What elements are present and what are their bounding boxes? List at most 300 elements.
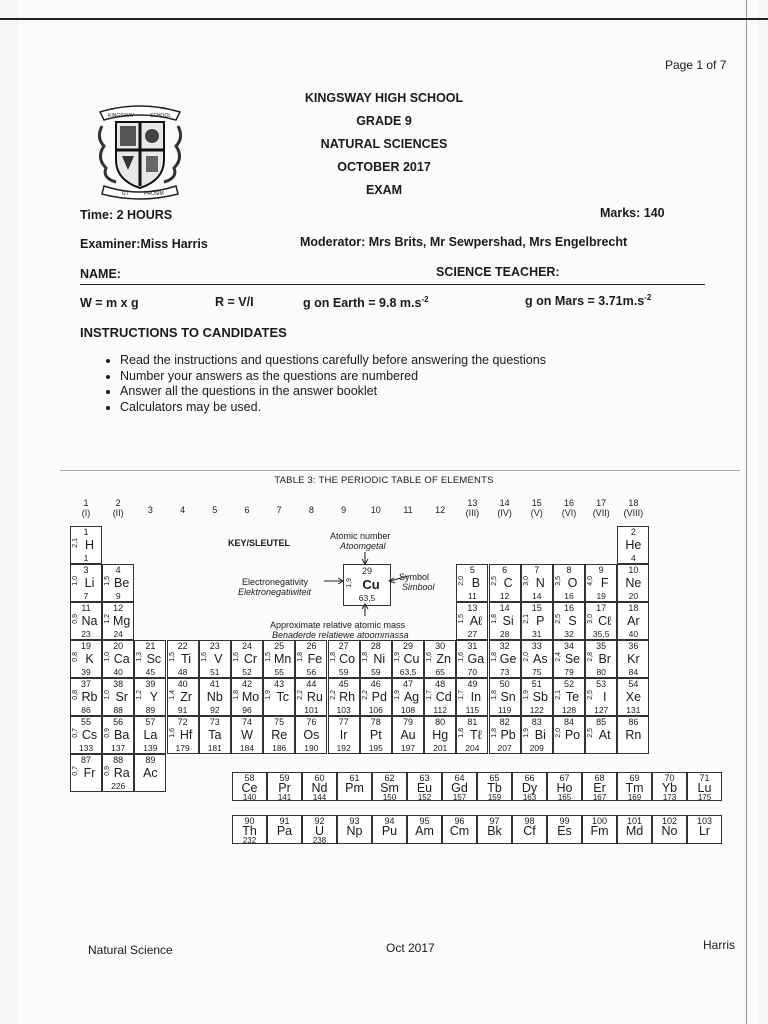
key-atoomgetal: Atoomgetal	[340, 541, 386, 551]
atomic-mass: 4	[631, 553, 636, 563]
f-block-cell	[232, 815, 267, 844]
element-symbol: Cm	[449, 824, 470, 838]
group-number: 9	[341, 505, 347, 515]
element-cell	[167, 678, 199, 716]
f-block-cell	[372, 815, 407, 844]
atomic-number: 74	[241, 717, 252, 727]
electronegativity: 2,5	[490, 576, 498, 586]
group-header	[425, 505, 455, 515]
electronegativity: 1,0	[104, 690, 112, 700]
atomic-number: 28	[370, 641, 381, 651]
group-roman: (III)	[465, 508, 480, 518]
element-cell	[392, 640, 424, 678]
element-cell	[102, 678, 134, 716]
element-symbol: Pu	[381, 824, 398, 838]
atomic-number: 68	[594, 773, 605, 783]
group-header	[264, 505, 294, 515]
atomic-number: 24	[241, 641, 252, 651]
element-symbol: Pt	[369, 728, 382, 742]
element-symbol: O	[567, 576, 578, 590]
f-block-cell	[407, 815, 442, 844]
periodic-table-title: TABLE 3: THE PERIODIC TABLE OF ELEMENTS	[274, 475, 494, 486]
group-header	[296, 505, 326, 515]
element-symbol: Cu	[403, 652, 420, 666]
group-header	[329, 505, 359, 515]
name-underline	[80, 284, 705, 285]
element-cell	[360, 716, 392, 754]
element-symbol: Es	[557, 824, 572, 838]
f-block-cell	[442, 772, 477, 801]
atomic-number: 97	[489, 816, 500, 826]
element-symbol: Pm	[345, 781, 364, 795]
atomic-number: 12	[113, 603, 124, 613]
element-cell	[456, 564, 488, 602]
element-symbol: Tb	[487, 781, 502, 795]
group-header	[554, 498, 584, 518]
atomic-mass: 16	[564, 591, 574, 601]
element-cell	[617, 640, 649, 678]
atomic-mass: 89	[145, 705, 156, 715]
element-symbol: Cf	[523, 824, 536, 838]
electronegativity: 1,0	[104, 652, 112, 662]
atomic-mass: 12	[499, 591, 510, 601]
atomic-number: 78	[370, 717, 381, 727]
electronegativity: 2,5	[555, 614, 562, 624]
element-cell	[231, 716, 263, 754]
group-header	[522, 498, 552, 518]
element-symbol: I	[602, 690, 607, 704]
f-block-cell	[337, 772, 372, 801]
electronegativity: 2,5	[587, 728, 595, 738]
atomic-number: 47	[402, 679, 413, 689]
element-symbol: Ga	[467, 652, 485, 666]
element-symbol: As	[533, 652, 548, 666]
element-cell	[102, 754, 134, 792]
atomic-number: 13	[467, 603, 478, 613]
electronegativity: 1,8	[490, 652, 498, 662]
atomic-mass: 192	[336, 743, 351, 753]
footer-author: Harris	[703, 938, 735, 952]
key-mass-en: Approximate relative atomic mass	[270, 620, 406, 630]
element-cell	[70, 602, 102, 640]
atomic-mass: 80	[596, 667, 606, 677]
atomic-mass: 20	[628, 591, 639, 601]
atomic-mass: 11	[467, 591, 477, 601]
atomic-mass: 181	[207, 743, 222, 753]
element-symbol: Xe	[625, 690, 642, 704]
page-edge	[746, 0, 747, 1024]
element-symbol: Tc	[276, 690, 289, 704]
atomic-number: 66	[524, 773, 535, 783]
crest-text-right: SCHOOL	[150, 113, 172, 119]
electronegativity: 2,1	[72, 538, 79, 548]
group-number: 12	[435, 505, 446, 515]
element-symbol: C	[503, 576, 513, 590]
atomic-number: 67	[559, 773, 570, 783]
key-example-symbol: Cu	[362, 577, 380, 592]
footer-subject: Natural Science	[88, 943, 173, 957]
exam-marks: Marks: 140	[600, 206, 665, 220]
instruction-item: • Answer all the questions in the answer booklet	[120, 384, 546, 400]
atomic-mass: 23	[81, 629, 91, 639]
element-symbol: Sn	[500, 690, 516, 704]
f-block-cell	[267, 772, 302, 801]
atomic-mass: 209	[529, 743, 544, 753]
atomic-number: 83	[531, 717, 542, 727]
element-cell	[424, 640, 456, 678]
electronegativity: 0,9	[72, 614, 79, 624]
atomic-mass: 59	[338, 667, 349, 677]
atomic-mass: 238	[312, 836, 327, 844]
atomic-number: 92	[314, 816, 325, 826]
atomic-mass: 31	[532, 629, 542, 639]
element-cell	[70, 678, 102, 716]
atomic-number: 96	[454, 816, 465, 826]
element-symbol: Aℓ	[469, 614, 483, 628]
atomic-mass: 201	[433, 743, 448, 753]
group-number: 1	[83, 498, 89, 508]
electronegativity: 1,8	[458, 728, 466, 738]
atomic-mass: 144	[312, 793, 327, 801]
atomic-mass: 150	[382, 793, 397, 801]
atomic-number: 46	[370, 679, 381, 689]
atomic-number: 3	[83, 565, 89, 575]
atomic-number: 49	[467, 679, 478, 689]
element-symbol: Lr	[698, 824, 711, 838]
element-symbol: In	[470, 690, 482, 704]
atomic-number: 30	[435, 641, 446, 651]
electronegativity: 2,0	[522, 652, 530, 662]
electronegativity: 2,8	[587, 652, 595, 662]
element-cell	[167, 640, 199, 678]
group-roman: (V)	[530, 508, 543, 518]
group-number: 4	[180, 505, 186, 515]
atomic-number: 42	[241, 679, 252, 689]
atomic-number: 38	[113, 679, 124, 689]
element-symbol: Zn	[436, 652, 451, 666]
element-cell	[617, 564, 649, 602]
electronegativity: 2,5	[587, 690, 595, 700]
atomic-mass: 1	[83, 553, 89, 563]
electronegativity: 0,8	[72, 652, 79, 662]
atomic-mass: 157	[452, 793, 467, 801]
element-cell	[456, 640, 488, 678]
atomic-mass: 165	[557, 793, 572, 801]
electronegativity: 3,0	[587, 614, 595, 624]
exam-time: Time: 2 HOURS	[80, 208, 173, 222]
exam-type: EXAM	[365, 183, 403, 197]
element-cell	[360, 640, 392, 678]
group-header	[393, 505, 423, 515]
element-symbol: Si	[502, 614, 514, 628]
school-name: KINGSWAY HIGH SCHOOL	[304, 91, 464, 105]
electronegativity: 0,9	[104, 766, 112, 776]
atomic-mass: 51	[210, 667, 220, 677]
electronegativity: 1,5	[168, 652, 176, 662]
electronegativity: 1,5	[104, 576, 112, 586]
earth-gravity-text: g on Earth = 9.8 m.s	[303, 296, 422, 311]
element-symbol: Mo	[241, 690, 260, 704]
element-cell	[134, 678, 166, 716]
electronegativity: 1,8	[297, 652, 305, 662]
element-cell	[328, 640, 360, 678]
element-symbol: Fr	[83, 766, 96, 780]
formula-resistance: R = V/I	[215, 295, 254, 309]
electronegativity: 4,0	[587, 576, 595, 586]
key-simbool: Simbool	[402, 582, 435, 592]
f-block-cell	[582, 772, 617, 801]
element-symbol: Sc	[146, 652, 162, 666]
atomic-mass: 139	[143, 743, 158, 753]
atomic-number: 90	[244, 816, 255, 826]
element-symbol: Cℓ	[598, 614, 612, 628]
element-symbol: Ge	[499, 652, 517, 666]
grade: GRADE 9	[356, 114, 412, 128]
element-symbol: Hg	[432, 728, 449, 742]
element-symbol: Ar	[627, 614, 640, 628]
group-header	[168, 505, 198, 515]
element-symbol: Th	[242, 824, 257, 838]
atomic-number: 21	[145, 641, 156, 651]
atomic-mass: 232	[242, 836, 257, 844]
atomic-number: 26	[306, 641, 317, 651]
table-divider	[60, 470, 740, 471]
element-symbol: La	[143, 728, 158, 742]
element-cell	[70, 640, 102, 678]
key-electronegativity: Electronegativity	[242, 577, 309, 587]
electronegativity: 3,5	[555, 576, 562, 586]
electronegativity: 2,0	[555, 728, 562, 738]
group-number: 18	[628, 498, 639, 508]
element-cell	[489, 640, 521, 678]
atomic-number: 82	[499, 717, 510, 727]
atomic-number: 9	[598, 565, 604, 575]
electronegativity: 1,9	[394, 690, 401, 700]
element-cell	[199, 640, 231, 678]
element-symbol: Au	[400, 728, 416, 742]
atomic-mass: 40	[628, 629, 639, 639]
element-symbol: U	[314, 824, 325, 838]
atomic-number: 62	[384, 773, 395, 783]
group-number: 10	[370, 505, 381, 515]
atomic-mass: 52	[242, 667, 252, 677]
atomic-number: 10	[628, 565, 639, 575]
element-symbol: Ta	[208, 728, 222, 742]
electronegativity: 1,2	[136, 690, 144, 700]
atomic-number: 43	[274, 679, 285, 689]
atomic-mass: 96	[242, 705, 252, 715]
electronegativity: 1,9	[265, 690, 273, 700]
element-cell	[521, 678, 553, 716]
key-atomic-number: Atomic number	[330, 531, 391, 541]
key-arrows	[320, 548, 410, 618]
atomic-mass: 226	[111, 781, 126, 791]
atomic-mass: 35,5	[592, 629, 610, 639]
atomic-number: 61	[349, 773, 360, 783]
instruction-item: • Number your answers as the questions are numbered	[120, 369, 546, 385]
atomic-mass: 115	[465, 705, 480, 715]
element-cell	[553, 602, 585, 640]
atomic-number: 31	[467, 641, 478, 651]
element-symbol: Ru	[306, 690, 323, 704]
electronegativity: 2,2	[297, 690, 305, 700]
atomic-mass: 140	[242, 793, 257, 801]
atomic-number: 86	[628, 717, 639, 727]
atomic-number: 53	[596, 679, 607, 689]
element-symbol: P	[536, 614, 545, 628]
f-block-cell	[477, 815, 512, 844]
element-symbol: Ba	[114, 728, 130, 742]
electronegativity: 1,3	[136, 652, 144, 662]
atomic-number: 72	[177, 717, 188, 727]
electronegativity: 2,2	[329, 690, 337, 700]
electronegativity: 2,4	[555, 652, 562, 662]
element-symbol: Ne	[625, 576, 642, 590]
element-cell	[70, 526, 102, 564]
electronegativity: 2,1	[522, 614, 530, 624]
element-symbol: Ni	[373, 652, 386, 666]
element-symbol: Ce	[241, 781, 258, 795]
element-cell	[102, 640, 134, 678]
electronegativity: 1,7	[426, 690, 434, 700]
atomic-number: 27	[338, 641, 349, 651]
element-cell	[521, 602, 553, 640]
atomic-number: 89	[145, 755, 156, 765]
electronegativity: 1,9	[522, 690, 530, 700]
group-roman: (IV)	[497, 508, 512, 518]
atomic-number: 25	[274, 641, 285, 651]
atomic-number: 4	[115, 565, 121, 575]
element-symbol: Co	[339, 652, 356, 666]
electronegativity: 1,6	[168, 728, 176, 738]
page-number: Page 1 of 7	[665, 58, 727, 72]
electronegativity: 2,2	[361, 690, 369, 700]
atomic-mass: 179	[175, 743, 190, 753]
group-header	[232, 505, 262, 515]
crest-motto-right: PROSIM	[144, 191, 164, 197]
group-header	[135, 505, 165, 515]
element-symbol: Dy	[521, 781, 538, 795]
element-symbol: Er	[593, 781, 606, 795]
atomic-mass: 91	[177, 705, 188, 715]
atomic-mass: 73	[499, 667, 510, 677]
instructions-list	[100, 353, 546, 415]
atomic-mass: 167	[592, 793, 607, 801]
element-cell	[553, 640, 585, 678]
element-cell	[617, 526, 649, 564]
element-symbol: K	[85, 652, 94, 666]
element-symbol: Gd	[451, 781, 468, 795]
group-roman: (VII)	[592, 508, 610, 518]
atomic-number: 73	[209, 717, 220, 727]
atomic-mass: 56	[306, 667, 317, 677]
electronegativity: 1,9	[522, 728, 530, 738]
atomic-number: 2	[630, 527, 636, 537]
atomic-mass: 101	[304, 705, 319, 715]
atomic-mass: 207	[497, 743, 512, 753]
element-symbol: Pb	[500, 728, 516, 742]
atomic-number: 20	[113, 641, 124, 651]
element-cell	[489, 678, 521, 716]
element-cell	[295, 640, 327, 678]
atomic-mass: 127	[594, 705, 609, 715]
element-symbol: Po	[564, 728, 581, 742]
atomic-number: 57	[145, 717, 156, 727]
atomic-number: 33	[531, 641, 542, 651]
f-block-cell	[687, 815, 722, 844]
atomic-number: 77	[338, 717, 349, 727]
element-cell	[231, 678, 263, 716]
element-cell	[263, 640, 295, 678]
atomic-number: 87	[80, 755, 91, 765]
crest-motto-left: UT	[122, 191, 129, 197]
element-symbol: Te	[565, 690, 580, 704]
atomic-mass: 39	[81, 667, 91, 677]
atomic-number: 60	[314, 773, 325, 783]
atomic-mass: 175	[697, 793, 712, 801]
electronegativity: 2,0	[458, 576, 466, 586]
element-cell	[263, 716, 295, 754]
element-symbol: Rn	[625, 728, 642, 742]
element-symbol: H	[84, 538, 95, 552]
f-block-cell	[267, 815, 302, 844]
element-symbol: S	[568, 614, 577, 628]
instruction-item: • Read the instructions and questions carefully before answering the questions	[120, 353, 546, 369]
atomic-mass: 195	[368, 743, 383, 753]
atomic-mass: 14	[532, 591, 542, 601]
element-symbol: Li	[84, 576, 95, 590]
element-cell	[585, 564, 617, 602]
group-header	[490, 498, 520, 518]
mars-gravity-text: g on Mars = 3.71m.s	[525, 294, 645, 309]
atomic-number: 80	[435, 717, 446, 727]
electronegativity: 1,0	[72, 576, 79, 586]
element-symbol: Mg	[113, 614, 131, 628]
electronegativity: 1,8	[490, 614, 498, 624]
atomic-number: 22	[177, 641, 188, 651]
element-symbol: Np	[346, 824, 363, 838]
element-cell	[521, 564, 553, 602]
atomic-number: 59	[279, 773, 290, 783]
electronegativity: 1,8	[490, 728, 498, 738]
atomic-number: 35	[596, 641, 607, 651]
group-number: 14	[499, 498, 510, 508]
atomic-number: 102	[661, 816, 678, 826]
name-label: NAME:	[80, 267, 121, 281]
atomic-number: 93	[349, 816, 360, 826]
element-symbol: Cr	[243, 652, 258, 666]
element-symbol: Cs	[81, 728, 98, 742]
group-header	[103, 498, 133, 518]
atomic-mass: 190	[304, 743, 319, 753]
group-header	[200, 505, 230, 515]
element-symbol: Fm	[590, 824, 609, 838]
atomic-number: 58	[244, 773, 255, 783]
exam-date: OCTOBER 2017	[337, 160, 431, 174]
atomic-mass: 204	[465, 743, 480, 753]
group-number: 15	[531, 498, 542, 508]
atomic-number: 98	[524, 816, 535, 826]
electronegativity: 1,6	[200, 652, 208, 662]
atomic-number: 23	[209, 641, 220, 651]
atomic-number: 85	[596, 717, 607, 727]
element-symbol: W	[241, 728, 253, 742]
atomic-number: 94	[384, 816, 395, 826]
f-block-cell	[617, 772, 652, 801]
element-cell	[585, 678, 617, 716]
group-roman: (VI)	[561, 508, 577, 518]
element-symbol: Re	[271, 728, 288, 742]
